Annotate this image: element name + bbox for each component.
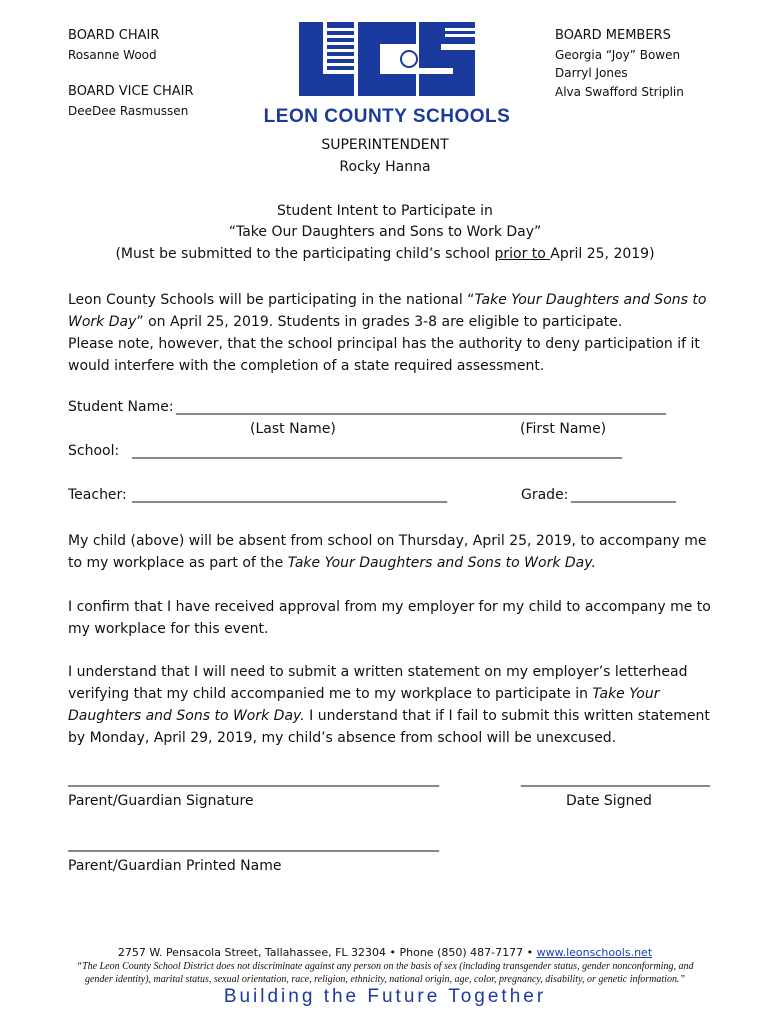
- intro-b: ” on April 25, 2019. Students in grades 3-8 are eligible to participate.: [136, 314, 623, 330]
- student-name-field[interactable]: ______________________________________________________________________: [176, 399, 666, 415]
- board-member-1: Georgia “Joy” Bowen: [555, 48, 681, 62]
- last-name-label: (Last Name): [250, 421, 336, 437]
- title-note-underlined: prior to: [494, 246, 551, 262]
- intro-a: Leon County Schools will be participating in the national “: [68, 292, 475, 308]
- board-chair-title: BOARD CHAIR: [68, 28, 160, 43]
- address-text: 2757 W. Pensacola Street, Tallahassee, FL 32304 • Phone (850) 487-7177 •: [117, 946, 537, 959]
- absence-paragraph: [68, 530, 718, 574]
- p3-italic: Take Your Daughters and Sons to Work Day.: [68, 686, 660, 724]
- board-members-title: BOARD MEMBERS: [555, 28, 671, 43]
- eeo-statement: “The Leon County School District does not discriminate against any person on the basis of sex (including transgender status, gender nonconforming, and gender identity), marital status, sexual orientation, race, religion, ethnicity, national origin, age, color, pregnancy, disability, or genetic information.”: [76, 961, 694, 985]
- printed-name-label: Parent/Guardian Printed Name: [68, 858, 282, 874]
- form-title-line2: “Take Our Daughters and Sons to Work Day”: [228, 224, 542, 240]
- p1-a: My child (above) will be absent from school on Thursday, April 25, 2019, to accompany me to my workplace as part of the: [68, 533, 707, 571]
- grade-label: Grade:: [521, 487, 569, 503]
- footer-address: [0, 946, 770, 959]
- website-link[interactable]: www.leonschools.net: [536, 946, 653, 959]
- leon-county-schools-logo: [263, 22, 511, 127]
- printed-name-field[interactable]: _____________________________________________________: [68, 836, 439, 852]
- school-label: School:: [68, 443, 120, 459]
- title-note-b: April 25, 2019): [550, 246, 655, 262]
- signature-field[interactable]: _____________________________________________________: [68, 771, 439, 787]
- intro-italic: Take Your Daughters and Sons to Work Day: [68, 292, 707, 330]
- form-title-line1: Student Intent to Participate in: [277, 203, 493, 219]
- p1-italic: Take Your Daughters and Sons to Work Day.: [287, 555, 596, 571]
- logo-text: LEON COUNTY SCHOOLS: [263, 106, 511, 127]
- board-vice-chair-name: DeeDee Rasmussen: [68, 104, 189, 118]
- tagline: Building the Future Together: [223, 986, 547, 1007]
- superintendent-name: Rocky Hanna: [339, 159, 431, 175]
- board-member-3: Alva Swafford Striplin: [555, 85, 684, 99]
- board-vice-chair-title: BOARD VICE CHAIR: [68, 84, 194, 99]
- superintendent-title: SUPERINTENDENT: [321, 137, 449, 153]
- board-member-2: Darryl Jones: [555, 66, 628, 80]
- date-field[interactable]: ___________________________: [521, 771, 710, 787]
- intro-c: Please note, however, that the school principal has the authority to deny participation if it would interfere with the completion of a state required assessment.: [68, 336, 700, 374]
- student-name-label: Student Name:: [68, 399, 174, 415]
- intro-paragraph: [68, 289, 718, 377]
- board-chair-name: Rosanne Wood: [68, 48, 157, 62]
- form-title-line3: [0, 246, 770, 262]
- school-field[interactable]: ______________________________________________________________________: [132, 443, 622, 459]
- p3-b: I understand that if I fail to submit this written statement by Monday, April 29, 2019, my child’s absence from school will be unexcused.: [68, 708, 710, 746]
- teacher-field[interactable]: _____________________________________________: [132, 487, 447, 503]
- approval-paragraph: I confirm that I have received approval from my employer for my child to accompany me to my workplace for this event.: [68, 599, 711, 637]
- grade-field[interactable]: _______________: [571, 487, 676, 503]
- first-name-label: (First Name): [520, 421, 607, 437]
- date-label: Date Signed: [566, 793, 652, 809]
- teacher-label: Teacher:: [68, 487, 127, 503]
- title-note-a: (Must be submitted to the participating child’s school: [115, 246, 495, 262]
- signature-label: Parent/Guardian Signature: [68, 793, 254, 809]
- p3-a: I understand that I will need to submit a written statement on my employer’s letterhead verifying that my child accompanied me to my workplace to participate in: [68, 664, 688, 702]
- statement-paragraph: [68, 661, 718, 749]
